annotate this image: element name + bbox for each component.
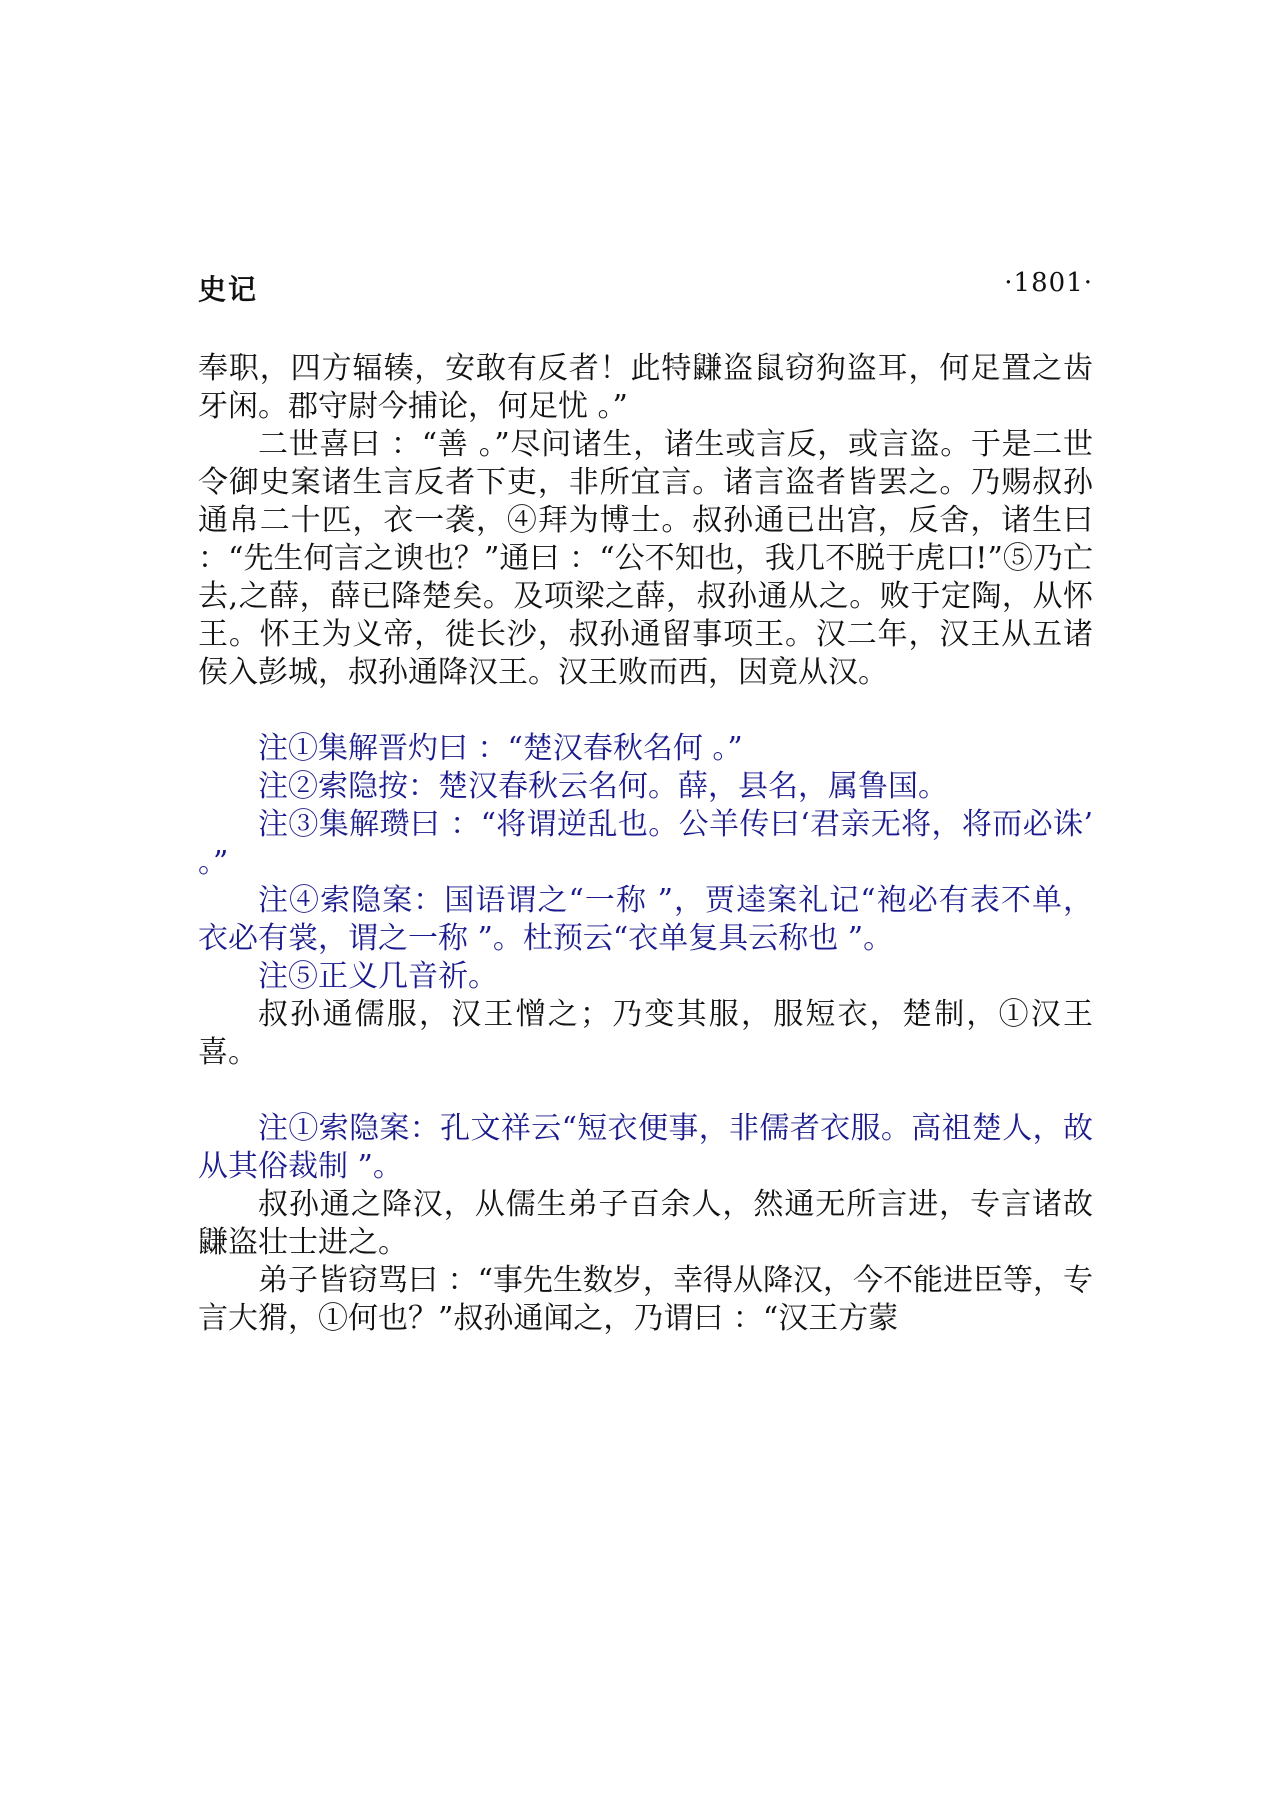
annotation-note: 注④索隐案：国语谓之“一称 ”，贾逵案礼记“袍必有表不单，衣必有裳，谓之一称 ”。杜预云“衣单复具云称也 ”。 [198,883,1093,956]
book-title: 史记 [198,273,259,306]
text-paragraph: 叔孙通之降汉，从儒生弟子百余人，然通无所言进，专言诸故鼸盗壮士进之。 [198,1187,1093,1260]
text-paragraph: 二世喜曰 ：“善 。”尽问诸生，诸生或言反，或言盗。于是二世令御史案诸生言反者下吏，非所宜言。诸言盗者皆罢之。乃赐叔孙通帛二十匹，衣一袭，④拜为博士。叔孙通已出宫，反舍，诸生曰 ：“先生何言之谀也？”通曰 ：“公不知也，我几不脱于虎口!”⑤乃亡去,之薛，薛已降楚矣。及项梁之薛，叔孙通从之。败于定陶，从怀王。怀王为义帝，徙长沙，叔孙通留事项王。汉二年，汉王从五诸侯入彭城，叔孙通降汉王。汉王败而西，因竟从汉。 [198,427,1093,690]
page-body [198,350,1093,1338]
page-number: ·1801· [1004,268,1093,298]
annotation-note: 注①索隐案：孔文祥云“短衣便事，非儒者衣服。高祖楚人，故从其俗裁制 ”。 [198,1111,1093,1184]
paragraph-gap [198,692,1093,730]
annotation-note: 注②索隐按：楚汉春秋云名何。薛，县名，属鲁国。 [258,769,948,804]
paragraph-gap [198,1072,1093,1110]
text-paragraph: 奉职，四方辐辏，安敢有反者！此特鼸盗鼠窃狗盗耳，何足置之齿牙闲。郡守尉今捕论，何足忧 。” [198,351,1093,424]
text-paragraph: 弟子皆窃骂曰 ：“事先生数岁，幸得从降汉，今不能进臣等，专言大猾，①何也？”叔孙通闻之，乃谓曰 ：“汉王方蒙 [198,1263,1093,1336]
annotation-note: 注③集解瓒曰 ：“将谓逆乱也。公羊传曰‘君亲无将，将而必诛’ 。” [198,807,1093,880]
text-paragraph: 叔孙通儒服，汉王憎之；乃变其服，服短衣，楚制，①汉王喜。 [198,997,1093,1070]
annotation-note: 注①集解晋灼曰 ：“楚汉春秋名何 。” [258,731,743,766]
annotation-note: 注⑤正义几音祈。 [258,959,498,994]
page-header [198,268,1093,308]
